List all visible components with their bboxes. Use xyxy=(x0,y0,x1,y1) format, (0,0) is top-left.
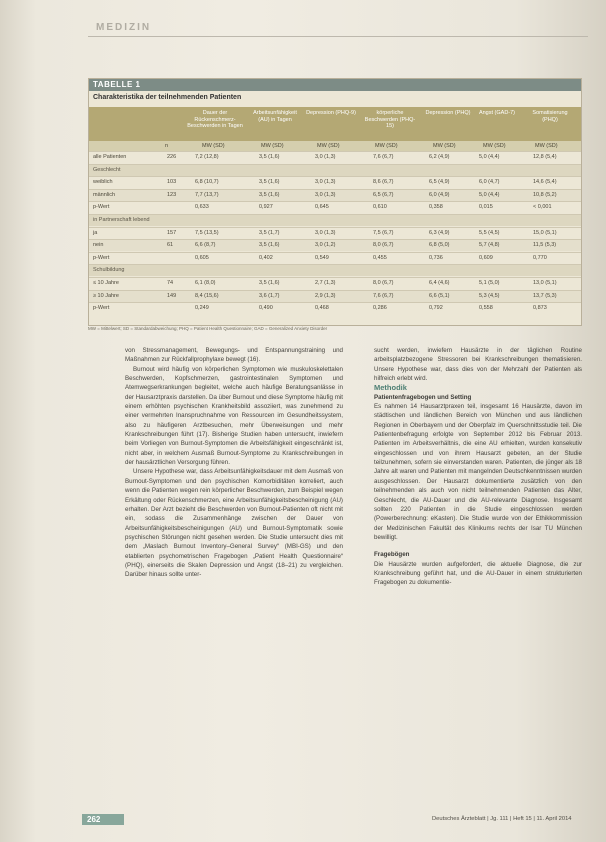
body-paragraph: Unsere Hypothese war, dass Arbeitsunfähigkeitsdauer mit dem Ausmaß von Burnout-Symptomen und den psychischen Komorbiditäten korreliert, auch wenn die Patienten wegen rein körperlicher Beschwerden, zum Beispiel wegen Erkältung oder Rückenschmerzen, eine Arbeitsunfähigkeitsbescheinigung (AU) erhalten. Der Arzt bezieht die Beschwerden von Burnout-Patienten oft nicht mit ein, sodass die Zusammenhänge zwischen der Dauer von Arbeitsunfähigkeitsbescheinigungen (AU) und Burnout-Symptomatik sowie psychischen Störungen nicht gesehen werden. Die Studie untersucht dies mit dem „Maslach Burnout Inventory–General Survey“ (MBI-GS) und den etablierten psychometrischen Fragebogen „Patient Health Questionnaire“ (PHQ), einerseits die Skalen Depression und Angst (18–21) zu vergleichen. Darüber hinaus sollte unter- xyxy=(125,468,343,579)
table-tag-label: TABELLE 1 xyxy=(93,80,141,89)
table-cell: 5,7 (4,8) xyxy=(479,242,500,249)
questionnaire-paragraph: Die Hausärzte wurden aufgefordert, die aktuelle Diagnose, die zur Krankschreibung geführt hat, und die AU-Dauer in einem strukturierten Fragebogen zu dokumentie- xyxy=(374,560,582,587)
table-cell: 0,770 xyxy=(533,254,547,261)
table-header xyxy=(89,107,581,141)
table-group-row xyxy=(89,164,581,176)
table-cell: 0,558 xyxy=(479,305,493,312)
table-cell: 6,6 (5,1) xyxy=(429,292,450,299)
col-header-depression: Depression (PHQ-9) xyxy=(306,110,356,116)
group-label: Geschlecht xyxy=(93,166,121,173)
table-cell: 123 xyxy=(167,191,177,198)
table-cell: 0,609 xyxy=(479,254,493,261)
table-cell: 3,0 (1,3) xyxy=(315,154,336,160)
table-cell: 3,5 (1,7) xyxy=(259,229,280,236)
patient-characteristics-table xyxy=(88,78,582,326)
table-row xyxy=(89,239,581,251)
table-cell: 6,4 (4,6) xyxy=(429,280,450,286)
table-cell: 0,286 xyxy=(373,305,387,312)
table-cell: 0,792 xyxy=(429,305,443,312)
table-cell: 8,0 (6,7) xyxy=(373,242,394,249)
table-row xyxy=(89,189,581,201)
table-cell: 6,5 (6,7) xyxy=(373,191,394,198)
table-group-row xyxy=(89,214,581,226)
unit-phq: MW (SD) xyxy=(433,143,456,149)
table-cell: 6,3 (4,9) xyxy=(429,229,450,236)
table-row xyxy=(89,252,581,264)
table-cell: 5,1 (5,0) xyxy=(479,280,500,286)
table-cell: ≤ 10 Jahre xyxy=(93,280,119,286)
table-cell: 0,549 xyxy=(315,254,329,261)
table-cell: 6,0 (4,9) xyxy=(429,191,450,198)
unit-depression: MW (SD) xyxy=(317,143,340,149)
group-label: in Partnerschaft lebend xyxy=(93,217,150,223)
table-cell: 0,402 xyxy=(259,254,273,261)
col-header-au: Arbeitsunfähigkeit (AU) in Tagen xyxy=(253,110,297,123)
col-header-gad: Angst (GAD-7) xyxy=(478,110,516,116)
table-cell: 3,0 (1,3) xyxy=(315,179,336,186)
unit-au: MW (SD) xyxy=(261,143,284,149)
table-footnote: MW = Mittelwert; SD = Standardabweichung; PHQ = Patient Health Questionnaire; GAD = Generalized Anxiety Disorder xyxy=(88,326,328,331)
page-number: 262 xyxy=(87,815,101,824)
table-cell: 13,0 (5,1) xyxy=(533,280,557,286)
table-cell: 8,4 (15,6) xyxy=(195,292,219,299)
unit-n: n xyxy=(165,143,169,149)
table-cell: 6,2 (4,9) xyxy=(429,154,450,160)
table-cell: 14,6 (5,4) xyxy=(533,179,557,186)
journal-citation: Deutsches Ärzteblatt | Jg. 111 | Heft 15 | 11. April 2014 xyxy=(432,816,572,822)
table-cell: ja xyxy=(93,229,98,236)
table-caption: Charakteristika der teilnehmenden Patienten xyxy=(93,94,242,101)
body-column-left xyxy=(125,346,343,580)
table-cell: 8,0 (6,7) xyxy=(373,280,394,286)
methods-subheading: Patientenfragebogen und Setting xyxy=(374,393,472,401)
table-row xyxy=(89,227,581,239)
table-row xyxy=(89,151,581,163)
table-cell: 6,5 (4,9) xyxy=(429,179,450,186)
table-cell: 0,736 xyxy=(429,254,443,261)
table-row xyxy=(89,302,581,314)
table-cell: 5,5 (4,5) xyxy=(479,229,500,236)
table-cell: 13,7 (5,3) xyxy=(533,292,557,299)
body-paragraph: von Stressmanagement, Bewegungs- und Entspannungstraining und Maßnahmen zur Rückfallprophylaxe bewegt (16). xyxy=(125,347,343,364)
table-cell: < 0,001 xyxy=(533,204,552,211)
table-row xyxy=(89,201,581,213)
table-group-row xyxy=(89,264,581,276)
unit-somatic: MW (SD) xyxy=(375,143,398,149)
table-cell: 2,9 (1,3) xyxy=(315,292,336,299)
table-cell: p-Wert xyxy=(93,254,110,261)
table-cell: 11,5 (5,3) xyxy=(533,242,557,249)
table-cell: 6,8 (5,0) xyxy=(429,242,450,249)
table-cell: 226 xyxy=(167,154,177,160)
table-cell: 3,5 (1,6) xyxy=(259,154,280,160)
col-header-duration: Dauer der Rückenschmerz-Beschwerden in Tagen xyxy=(187,110,243,129)
col-header-phq: Depression (PHQ) xyxy=(425,110,471,116)
table-cell: 2,7 (1,3) xyxy=(315,280,336,286)
table-cell: 0,927 xyxy=(259,204,273,211)
body-paragraph: Burnout wird häufig von körperlichen Symptomen wie muskuloskelettalen Beschwerden, Kopfschmerzen, gastrointestinalen Symptomen und Atemwegserkrankungen begleitet, welche auch häufige Beratungsanlässe in der Hausarztpraxis darstellen. Da über Burnout und diese Symptome häufig mit einem erhöhten psychischen Krankheitsbild assoziiert, was zunehmend zu einer vermehrten Inanspruchnahme von Ressourcen im Gesundheitssystem, also zu häufigeren Arztbesuchen, mehr Überweisungen und mehr Krankschreibungen führt (17). Bisherige Studien haben untersucht, inwiefern beim Vorliegen von Burnout-Symptomen die Arbeitsfähigkeit eingeschränkt ist, nicht aber, in welchem Ausmaß Burnout-Symptome zu Krankschreibungen in der hausärztlichen Versorgung führen. xyxy=(125,365,343,467)
table-cell: 3,5 (1,6) xyxy=(259,280,280,286)
table-cell: 0,249 xyxy=(195,305,209,312)
col-header-somatic: körperliche Beschwerden (PHQ-15) xyxy=(364,110,416,129)
table-cell: 6,1 (8,0) xyxy=(195,280,216,286)
table-cell: p-Wert xyxy=(93,204,110,211)
table-tag xyxy=(89,79,581,91)
table-cell: 5,0 (4,4) xyxy=(479,154,500,160)
table-cell: 3,0 (1,3) xyxy=(315,191,336,198)
table-cell: 0,490 xyxy=(259,305,273,312)
table-cell: 3,0 (1,3) xyxy=(315,229,336,236)
table-cell: 7,5 (6,7) xyxy=(373,229,394,236)
table-cell: 7,6 (6,7) xyxy=(373,154,394,160)
table-cell: 0,455 xyxy=(373,254,387,261)
section-label: MEDIZIN xyxy=(96,22,152,33)
table-cell: 0,468 xyxy=(315,305,329,312)
table-row xyxy=(89,290,581,302)
unit-duration: MW (SD) xyxy=(202,143,225,149)
table-cell: ≥ 10 Jahre xyxy=(93,292,119,299)
table-cell: 0,015 xyxy=(479,204,493,211)
table-cell: 15,0 (5,1) xyxy=(533,229,557,236)
body-paragraph: sucht werden, inwiefern Hausärzte in der täglichen Routine arbeitsplatzbezogene Stressoren bei Krankschreibungen thematisieren. Unsere Hypothese war, dass dies von der Mehrzahl der Patienten als hilfreich erlebt wird. xyxy=(374,347,582,383)
table-cell: männlich xyxy=(93,191,116,198)
table-row xyxy=(89,176,581,188)
unit-row xyxy=(89,141,581,151)
table-cell: 6,6 (8,7) xyxy=(195,242,216,249)
table-cell: 3,5 (1,6) xyxy=(259,179,280,186)
table-cell: 0,358 xyxy=(429,204,443,211)
group-label: Schulbildung xyxy=(93,267,125,274)
table-cell: nein xyxy=(93,242,104,249)
table-cell: 149 xyxy=(167,292,177,299)
table-cell: 3,6 (1,7) xyxy=(259,292,280,299)
table-cell: 74 xyxy=(167,280,174,286)
table-row xyxy=(89,277,581,289)
table-cell: 12,8 (5,4) xyxy=(533,154,557,160)
table-cell: 6,8 (10,7) xyxy=(195,179,219,186)
table-cell: 103 xyxy=(167,179,177,186)
table-cell: 3,5 (1,6) xyxy=(259,191,280,198)
table-cell: p-Wert xyxy=(93,305,110,312)
table-cell: 7,6 (6,7) xyxy=(373,292,394,299)
table-cell: 0,610 xyxy=(373,204,387,211)
methods-paragraph: Es nahmen 14 Hausarztpraxen teil, insgesamt 16 Hausärzte, davon im städtischen und ländlichen Bereich von München und aus ländlichen Regionen in Oberbayern und der Oberpfalz im Querschnittsstudie teil. Die Patientenbefragung erfolgte von September 2012 bis Februar 2013. Patienten im Arbeitsverhältnis, die eine AU erhielten, wurden konsekutiv eingeschlossen und von ihrem Hausarzt gebeten, an der Studie teilzunehmen, sofern sie einverstanden waren. Patienten, die jünger als 18 Jahre alt waren und Patienten mit mangelnden Deutschkenntnissen wurden ausgeschlossen. Der Hausarzt dokumentierte zusätzlich von den teilnehmenden als auch von nicht teilnehmenden Patienten das Alter, Geschlecht, die AU-Dauer und die AU-relevante Diagnose. Insgesamt sollten 220 Patienten in die Studie eingeschlossen werden (Powerberechnung: eKasten). Die Studie wurde von der Ethikkommission der Medizinischen Fakultät des Klinikums rechts der Isar TU München bewilligt. xyxy=(374,403,582,541)
table-cell: 10,8 (5,2) xyxy=(533,191,557,198)
table-cell: 61 xyxy=(167,242,174,249)
unit-somatization: MW (SD) xyxy=(535,143,558,149)
col-header-somatization: Somatisierung (PHQ) xyxy=(532,110,568,123)
table-cell: 5,3 (4,5) xyxy=(479,292,500,299)
table-cell: 3,0 (1,2) xyxy=(315,242,336,249)
table-cell: weiblich xyxy=(93,179,113,186)
body-column-right xyxy=(374,346,582,588)
table-cell: 0,633 xyxy=(195,204,209,211)
table-cell: 7,7 (13,7) xyxy=(195,191,219,198)
table-cell: 7,2 (12,8) xyxy=(195,154,219,160)
questionnaire-heading: Fragebögen xyxy=(374,551,410,559)
unit-gad: MW (SD) xyxy=(483,143,506,149)
table-cell: 5,0 (4,4) xyxy=(479,191,500,198)
table-cell: 3,5 (1,6) xyxy=(259,242,280,249)
table-cell: 0,605 xyxy=(195,254,209,261)
page-number-tab xyxy=(82,814,124,825)
table-cell: alle Patienten xyxy=(93,154,127,160)
table-cell: 157 xyxy=(167,229,177,236)
table-cell: 0,645 xyxy=(315,204,329,211)
methods-heading: Methodik xyxy=(374,383,407,393)
table-cell: 0,873 xyxy=(533,305,547,312)
table-cell: 7,5 (13,5) xyxy=(195,229,219,236)
table-cell: 8,6 (6,7) xyxy=(373,179,394,186)
table-cell: 6,0 (4,7) xyxy=(479,179,500,186)
header-rule xyxy=(88,36,588,37)
